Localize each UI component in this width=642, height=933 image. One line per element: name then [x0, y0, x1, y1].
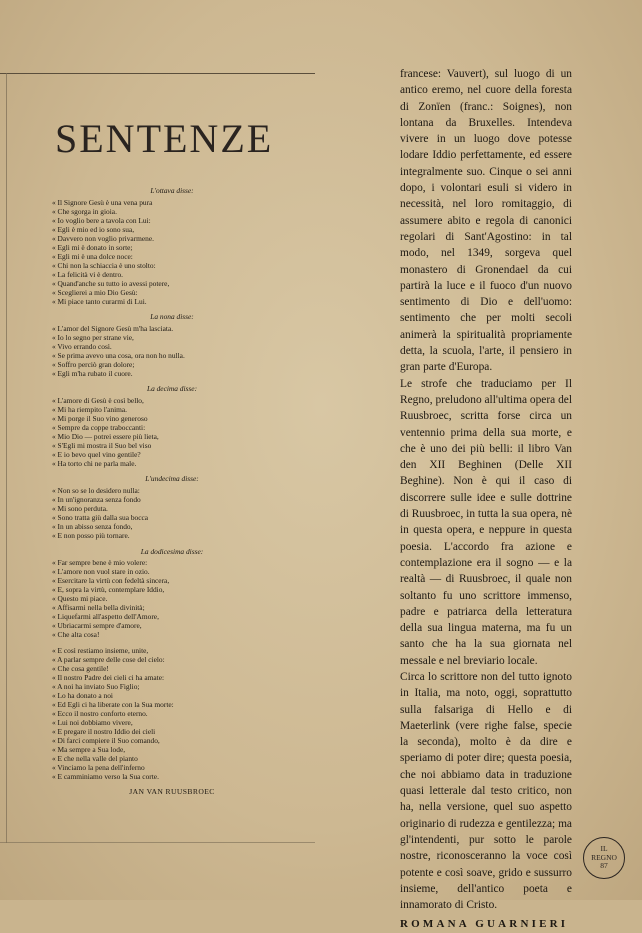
page-number: 87: [600, 861, 608, 871]
poem-line: « A parlar sempre delle cose del cielo:: [52, 654, 165, 664]
poem-line: « S'Egli mi mostra il Suo bel viso: [52, 440, 152, 450]
bottom-rule: [0, 842, 315, 843]
poem-line: « Lo ha donato a noi: [52, 690, 113, 700]
poem-line: « E camminiamo verso la Sua corte.: [52, 771, 159, 781]
page-title: SENTENZE: [55, 116, 274, 161]
seal-line1: IL: [600, 844, 608, 854]
poem-line: « Ecco il nostro conforto eterno.: [52, 708, 148, 718]
poem-stanza: [52, 384, 292, 468]
poem-line: « Mio Dio — potrei essere più lieta,: [52, 431, 159, 441]
poem-line: « Egli m'ha rubato il cuore.: [52, 368, 133, 378]
poem-line: « Mi ha riempito l'anima.: [52, 404, 128, 414]
poem-line: « Che cosa gentile!: [52, 663, 109, 673]
stanza-heading: La nona disse:: [150, 312, 194, 322]
stanza-heading: L'ottava disse:: [150, 186, 194, 195]
poem-line: « Io voglio bere a tavola con Lui:: [52, 215, 151, 225]
poem-line: « E non posso più tornare.: [52, 531, 130, 541]
essay-column: [400, 66, 572, 933]
poem-line: « Non so se lo desidero nulla:: [52, 485, 140, 495]
poem-line: « Mi piace tanto curarmi di Lui.: [52, 296, 147, 306]
stanza-heading: La decima disse:: [146, 384, 198, 394]
poem-stanza: [52, 186, 292, 306]
poem-line: « Che sgorga in gioia.: [52, 206, 117, 216]
poem-line: « Di farci compiere il Suo comando,: [52, 735, 160, 745]
poem-line: « Egli mi è donato in sorte;: [52, 242, 133, 252]
poem-line: « E, sopra la virtù, contemplare Iddio,: [52, 585, 165, 595]
poem-line: « Soffro perciò gran dolore;: [52, 359, 135, 369]
poem-line: « Ma sempre a Sua lode,: [52, 744, 126, 754]
poem-stanza: [52, 474, 292, 540]
poem-line: « Sceglierei a mio Dio Gesù:: [52, 287, 138, 297]
poem-line: « Questo mi piace.: [52, 594, 108, 604]
poem-line: « E pregare il nostro Iddio dei cieli: [52, 726, 156, 736]
poem-line: « Far sempre bene è mio volere:: [52, 558, 148, 568]
poem-line: « Vivo errando così.: [52, 341, 112, 351]
poem-line: « In un'ignoranza senza fondo: [52, 494, 141, 504]
poem-line: « Chi non la schiaccia è uno stolto:: [52, 260, 156, 270]
poem-line: « E che nella valle del pianto: [52, 753, 138, 763]
poem-line: « Esercitare la virtù con fedeltà sincera,: [52, 576, 170, 586]
poem-line: « L'amore non vuol stare in ozio.: [52, 567, 150, 577]
poem-line: « Vinciamo la pena dell'inferno: [52, 762, 145, 772]
poem-line: « Ubriacarmi sempre d'amore,: [52, 621, 142, 631]
poem-line: « Mi sono perduta.: [52, 504, 108, 513]
poem-line: « Il nostro Padre dei cieli ci ha amate:: [52, 672, 165, 682]
magazine-seal: [583, 837, 625, 879]
seal-line2: REGNO: [591, 852, 617, 862]
poem-line: « Mi porge il Suo vino generoso: [52, 413, 148, 423]
poem-line: « Liquefarmi all'aspetto dell'Amore,: [52, 612, 159, 622]
poem-line: « In un abisso senza fondo,: [52, 522, 133, 532]
stanza-heading: L'undecima disse:: [145, 474, 199, 484]
poem-line: « E io bevo quel vino gentile?: [52, 449, 141, 459]
poem-line: « Davvero non voglio privarmene.: [52, 233, 155, 243]
poem-line: « Egli è mio ed io sono sua,: [52, 224, 135, 234]
poem-line: « A noi ha inviato Suo Figlio;: [52, 681, 140, 691]
poem-line: « Affisarmi nella bella divinità;: [52, 603, 145, 613]
poem-line: « Sempre da coppe traboccanti:: [52, 422, 146, 432]
poem-stanza: [52, 312, 292, 378]
poem-line: « Ed Egli ci ha liberate con la Sua morte:: [52, 699, 174, 709]
poem-line: « Il Signore Gesù è una vena pura: [52, 197, 153, 207]
stanza-heading: La dodicesima disse:: [140, 546, 204, 556]
essay-paragraph: Le strofe che traduciamo per Il Regno, preludono all'ultima opera del Ruusbroec, scritta forse circa un ventennio prima della sua morte, e che è uno dei più belli: il libro Van den XII Beghinen (Delle XII Beghine). Non è qui il caso di discorrere sulle idee e sulle dottrine di Ruusbroec, in tutta la sua opera, nè in questa opera, e neppure in questa poesia. L'accordo fra azione e contemplazione era il sogno — e la realtà — di Ruusbroec, il quale non soltanto fu uno scrittore immenso, padre e patriarca della letteratura della sua lingua materna, ma fu un santo che ha la sua giornata nel messale e nel breviario locale.: [400, 377, 572, 667]
poem-line: « L'amore di Gesù è così bello,: [52, 395, 144, 405]
left-margin-rule: [6, 73, 7, 843]
poem-line: « Sono tratta giù dalla sua bocca: [52, 513, 149, 523]
poem-line: « La felicità vi è dentro.: [52, 269, 124, 279]
poem-line: « Che alta cosa!: [52, 630, 100, 640]
poem-line: « Lui noi dobbiamo vivere,: [52, 717, 133, 727]
poem-line: « E così restiamo insieme, unite,: [52, 645, 149, 655]
poem-stanza: [52, 547, 292, 640]
poem-line: « Ha torto chi ne parla male.: [52, 458, 137, 468]
essay-paragraph: Circa lo scrittore non del tutto ignoto in Italia, ma noto, oggi, soprattutto sulla falsariga di Hello e di Maeterlink (vere righe false, specie la seconda), molto è da dire e speriamo di poter dire; questa poesia, che noi abbiamo data in traduzione quasi letterale dal testo critico, non ha, nella versione, quel suo aspetto originario di rudezza e gentilezza; ma gl'intendenti, pur sotto le parole nostre, riconosceranno la voce così potente e così soave, grido e sussurro insieme, dell'antico poeta e innamorato di Cristo.: [400, 670, 572, 912]
poem-line: « Egli mi è una dolce noce:: [52, 251, 133, 261]
poem-line: « Se prima avevo una cosa, ora non ho nulla.: [52, 350, 185, 360]
poem-author: JAN VAN RUUSBROEC: [129, 787, 215, 797]
poem-stanza: [52, 646, 292, 781]
poem-line: « L'amor del Signore Gesù m'ha lasciata.: [52, 323, 174, 333]
poem-column: [52, 186, 292, 796]
essay-author: ROMANA GUARNIERI: [400, 918, 569, 931]
top-rule: [0, 73, 315, 74]
poem-line: « Quand'anche su tutto io avessi potere,: [52, 278, 170, 288]
essay-paragraph: francese: Vauvert), sul luogo di un antico eremo, nel cuore della foresta di Zonïen (franc.: Soignes), non lontana da Bruxelles. Intendeva vivere in un luogo dove potesse lodare Iddio perfettamente, ed essere integralmente suo. Cinque o sei anni dopo, i volontari esuli si videro in necessità, nel loro romitaggio, di assumere abito e regola di canonici regolari di Sant'Agostino: in tal modo, nel 1349, sorgeva quel monastero di Gronendael da cui partirà la luce e il fuoco d'un nuovo sentimento di Dio e dell'uomo: sentimento che per molti secoli animerà la spiritualità propriamente detta, la scuola, l'arte, il pensiero in gran parte d'Europa.: [400, 68, 572, 374]
poem-line: « Io lo segno per strane vie,: [52, 332, 134, 342]
